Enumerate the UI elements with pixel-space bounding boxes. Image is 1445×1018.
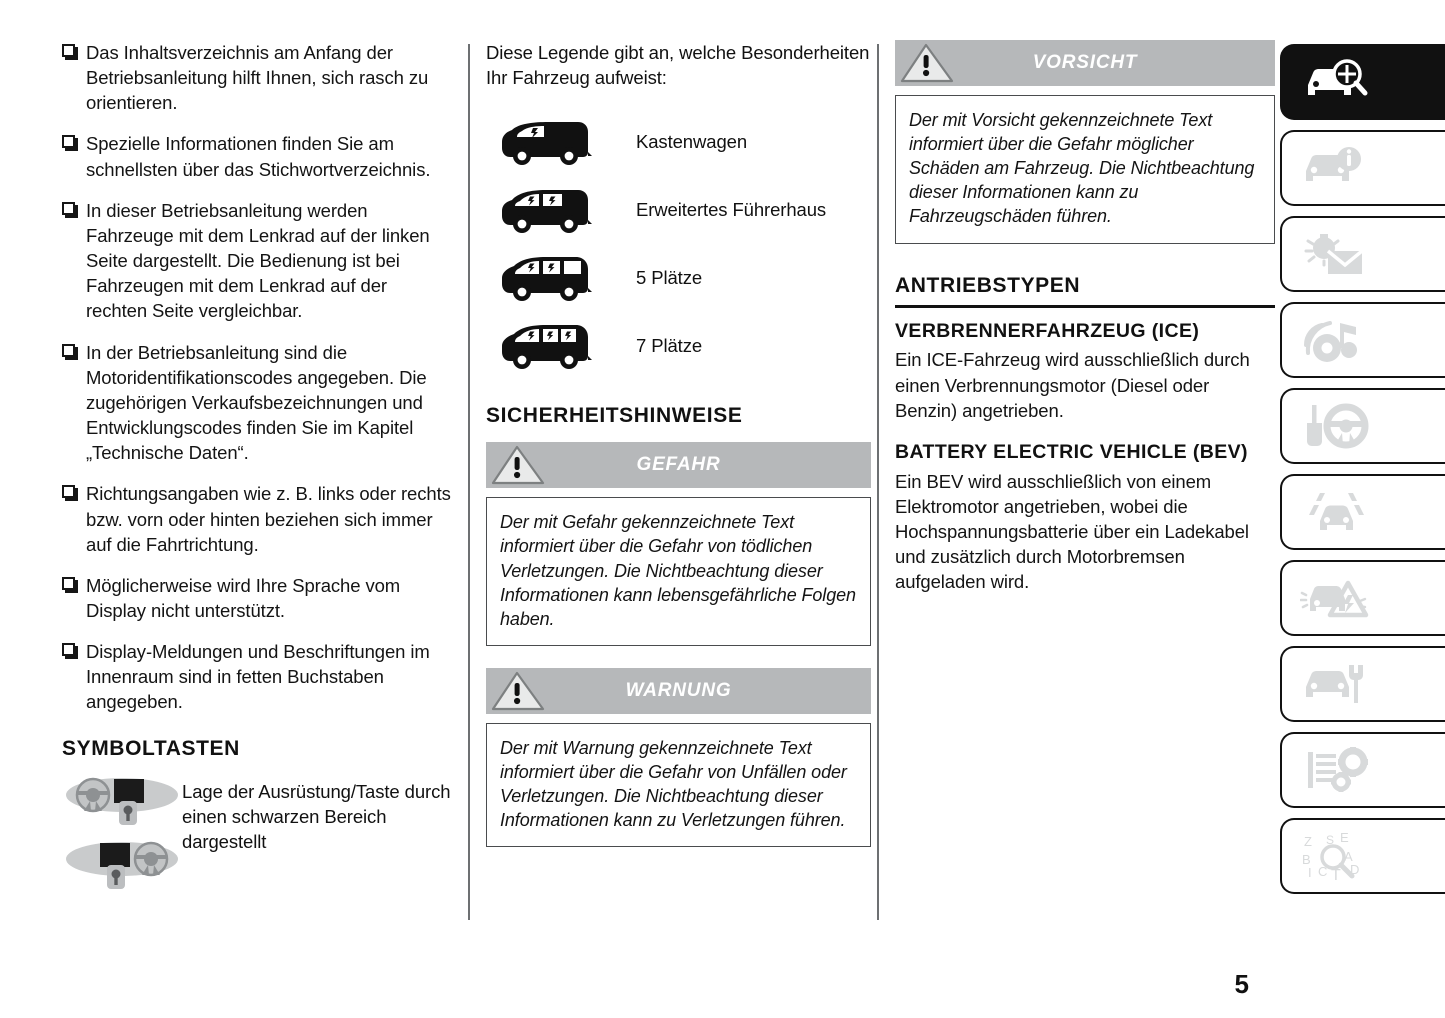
hazard-title: GEFAHR [636,454,721,476]
svg-text:S: S [1326,833,1335,847]
square-bullet-icon [62,344,75,357]
svg-text:I: I [1308,865,1312,880]
list-item [62,198,452,324]
warning-triangle-icon [490,670,546,712]
list-item [62,40,452,115]
legend-label: 5 Plätze [636,267,703,289]
ice-heading: VERBRENNERFAHRZEUG (ICE) [895,319,1200,342]
symbol-key-description: Lage der Ausrüstung/Taste durch einen schwarzen Bereich dargestellt [182,780,451,852]
symbol-key-block [62,775,452,897]
warning-triangle-icon [490,444,546,486]
legend-row [486,312,871,380]
sun-envelope-icon [1300,229,1372,279]
legend-label: Erweitertes Führerhaus [636,199,827,221]
list-item [62,481,452,556]
list-item [62,639,452,714]
tab-emergency[interactable] [1280,560,1445,636]
svg-text:Z: Z [1304,834,1312,849]
alphabet-index-icon [1300,830,1382,882]
square-bullet-icon [62,44,75,57]
bev-body: Ein BEV wird ausschließlich von einem Elektromotor angetrieben, wobei die Hochspannungsbatterie über ein Ladekabel und zusätzlich durch Motorbremsen aufgeladen wird. [895,470,1249,593]
hazard-body [895,95,1275,244]
warning-triangle-icon [899,42,955,84]
list-item-text: Richtungsangaben wie z. B. links oder rechts bzw. vorn oder hinten beziehen sich immer auf die Fahrtrichtung. [86,483,451,555]
list-item-text: In der Betriebsanleitung sind die Motoridentifikationscodes angegeben. Die zugehörigen Verkaufsbezeichnungen und Entwicklungscodes finden Sie im Kapitel „Technische Daten“. [86,341,427,464]
svg-text:B: B [1302,852,1311,867]
van-panel-icon [486,116,636,168]
radio-music-icon [1300,315,1372,365]
hazard-box-warnung [486,668,871,847]
hazard-title: VORSICHT [1032,52,1138,73]
column-one [62,40,452,897]
van-7seat-icon [486,320,636,372]
symboltasten-heading: SYMBOLTASTEN [62,736,240,760]
list-item [62,340,452,466]
tab-quick-guide[interactable] [1280,44,1445,120]
list-item-text: In dieser Betriebsanleitung werden Fahrzeuge mit dem Lenkrad auf der linken Seite dargestellt. Die Bedienung ist bei Fahrzeugen mit dem Lenkrad auf der rechten Seite vergleichbar. [86,199,430,322]
breakdown-triangle-icon [1300,573,1372,623]
antriebstypen-heading: ANTRIEBSTYPEN [895,274,1275,308]
car-wrench-icon [1300,659,1372,709]
page-number: 5 [1234,969,1249,999]
svg-text:E: E [1340,830,1349,845]
square-bullet-icon [62,202,75,215]
legend-label: Kastenwagen [636,131,748,153]
svg-text:A: A [1344,849,1353,864]
hazard-body-text: Der mit Gefahr gekennzeichnete Text informiert über die Gefahr von tödlichen Verletzungen. Die Nichtbeachtung dieser Informationen kann lebensgefährliche Folgen haben. [500,512,856,629]
car-info-icon [1300,143,1372,193]
dashboard-icons-group [62,775,182,897]
gearshift-steering-icon [1300,401,1372,451]
square-bullet-icon [62,577,75,590]
column-divider-1 [468,44,470,920]
legend-row [486,244,871,312]
ice-body: Ein ICE-Fahrzeug wird ausschließlich durch einen Verbrennungsmotor (Diesel oder Benzin) angetrieben. [895,349,1250,421]
tab-alphabetical-index[interactable] [1280,818,1445,894]
list-item [62,131,452,181]
van-5seat-icon [486,252,636,304]
hazard-body-text: Der mit Warnung gekennzeichnete Text informiert über die Gefahr von Unfällen oder Verletzungen. Die Nichtbeachtung dieser Informationen kann zu Verletzungen führen. [500,737,847,831]
hazard-bar [486,668,871,714]
list-item-text: Display-Meldungen und Beschriftungen im Innenraum sind in fetten Buchstaben angegeben. [86,641,430,713]
car-magnifier-icon [1300,57,1372,107]
hazard-box-gefahr [486,442,871,646]
tab-infotainment[interactable] [1280,302,1445,378]
sicherheitshinweise-heading: SICHERHEITSHINWEISE [486,404,743,428]
tab-maintenance[interactable] [1280,646,1445,722]
lane-assist-icon [1300,487,1372,537]
legend-row [486,176,871,244]
bev-heading: BATTERY ELECTRIC VEHICLE (BEV) [895,440,1248,463]
hazard-body [486,497,871,646]
hazard-title: WARNUNG [625,679,732,701]
list-item-text: Spezielle Informationen finden Sie am schnellsten über das Stichwortverzeichnis. [86,133,431,180]
tab-technical-specs[interactable] [1280,732,1445,808]
svg-text:C: C [1318,864,1328,879]
square-bullet-icon [62,135,75,148]
tab-starting-driving[interactable] [1280,388,1445,464]
van-crewcab-icon [486,184,636,236]
list-item-text: Möglicherweise wird Ihre Sprache vom Display nicht unterstützt. [86,574,401,621]
specs-gears-icon [1300,745,1372,795]
intro-bullet-list [62,40,452,715]
legend-label: 7 Plätze [636,335,703,357]
hazard-box-vorsicht [895,40,1275,244]
column-three [895,40,1275,594]
column-divider-2 [877,44,879,920]
hazard-bar [486,442,871,488]
square-bullet-icon [62,485,75,498]
svg-text:T: T [1331,867,1341,882]
hazard-body [486,723,871,847]
dashboard-rhd-icon [62,839,182,897]
tab-warning-lights-messages[interactable] [1280,216,1445,292]
legend-intro-text: Diese Legende gibt an, welche Besonderheiten Ihr Fahrzeug aufweist: [486,42,870,89]
legend-row [486,108,871,176]
list-item-text: Das Inhaltsverzeichnis am Anfang der Betriebsanleitung hilft Ihnen, sich rasch zu orientieren. [86,42,429,114]
dashboard-lhd-icon [62,775,182,833]
tab-vehicle-info[interactable] [1280,130,1445,206]
column-two [486,40,871,847]
hazard-bar [895,40,1275,86]
svg-text:D: D [1350,862,1360,877]
tab-driver-assistance[interactable] [1280,474,1445,550]
hazard-body-text: Der mit Vorsicht gekennzeichnete Text informiert über die Gefahr möglicher Schäden am Fahrzeug. Die Nichtbeachtung dieser Informationen kann zu Fahrzeugschäden führen. [909,110,1255,227]
chapter-tab-rail [1280,44,1445,904]
square-bullet-icon [62,643,75,656]
list-item [62,573,452,623]
